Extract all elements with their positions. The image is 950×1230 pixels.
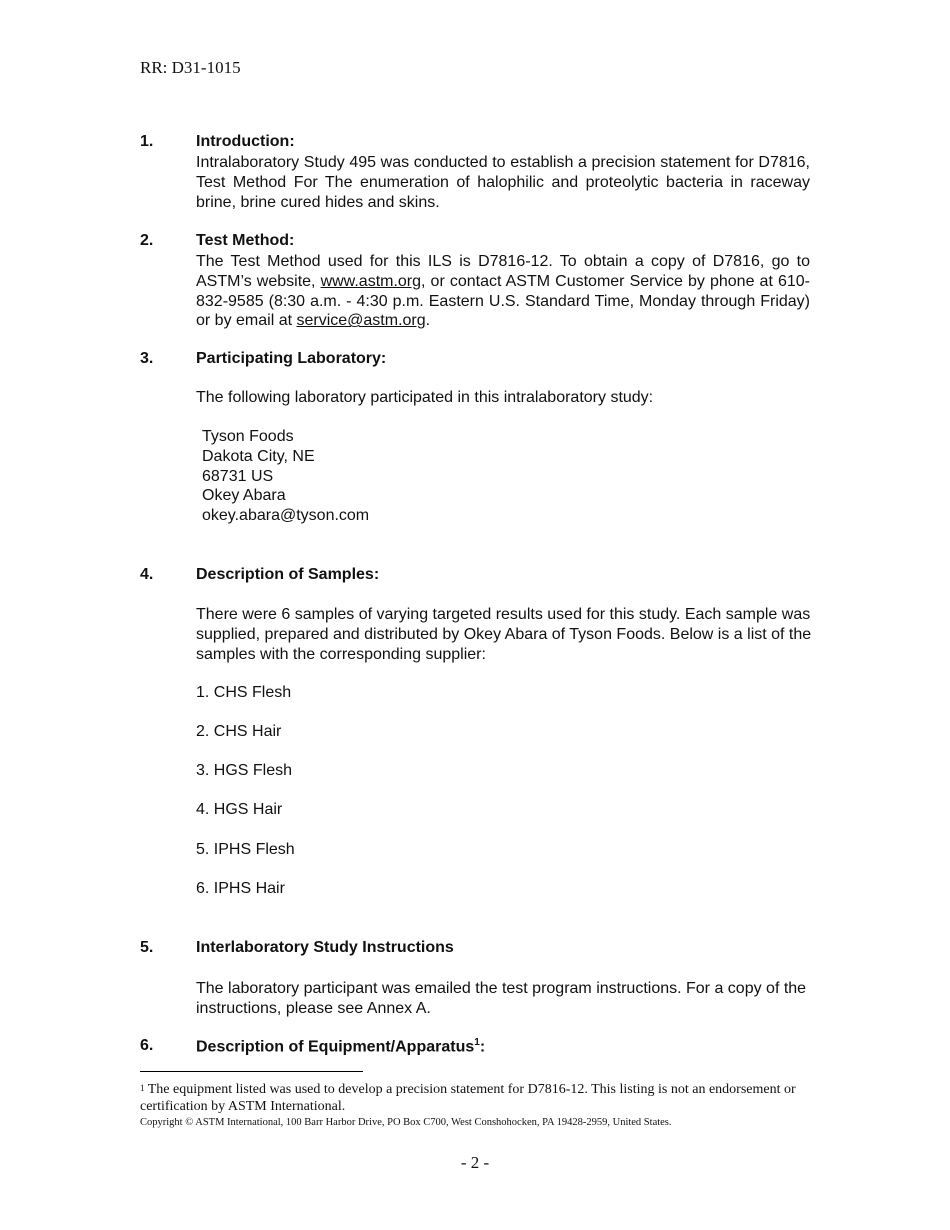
section-5-title: Interlaboratory Study Instructions	[196, 939, 454, 956]
astm-email-link[interactable]: service@astm.org	[296, 312, 426, 330]
section-2-text-b: , or contact ASTM Customer Service by phone at 610-832-9585 (8:30 a.m. - 4:30 p.m. Eastern U.S. Standard Time, Monday through Friday) or by email at	[196, 272, 810, 330]
section-5-text: The laboratory participant was emailed the test program instructions. For a copy of the instructions, please see Annex A.	[196, 980, 807, 1017]
section-6-title	[196, 1037, 485, 1056]
section-3-intro: The following laboratory participated in this intralaboratory study:	[196, 389, 654, 406]
section-6-title-text: Description of Equipment/Apparatus	[196, 1038, 475, 1056]
section-3-title: Participating Laboratory:	[196, 350, 387, 367]
section-2-number: 2.	[140, 232, 154, 249]
section-2-text-c: .	[425, 312, 431, 330]
section-6-title-colon: :	[479, 1038, 486, 1056]
document-header: RR: D31-1015	[140, 58, 241, 77]
section-1-number: 1.	[140, 133, 154, 150]
section-4-text: There were 6 samples of varying targeted results used for this study. Each sample was supplied, prepared and distributed by Okey Abara of Tyson Foods. Below is a list of the samples with the corresponding supplier:	[196, 606, 812, 663]
footnote	[140, 1081, 820, 1115]
sample-item: 2. CHS Hair	[196, 723, 282, 740]
footnote-mark: 1	[140, 1083, 145, 1093]
section-4-title: Description of Samples:	[196, 566, 380, 583]
page-number: - 2 -	[460, 1153, 490, 1172]
section-2-text-a: The Test Method used for this ILS is D7816-12. To obtain a copy of D7816, go to ASTM’s website,	[196, 253, 810, 290]
lab-zip: 68731 US	[202, 468, 274, 485]
section-3-number: 3.	[140, 350, 154, 367]
astm-website-link[interactable]: www.astm.org	[320, 272, 422, 290]
section-1-text: Intralaboratory Study 495 was conducted to establish a precision statement for D7816, Test Method For The enumeration of halophilic and proteolytic bacteria in raceway brine, brine cured hides and skins.	[196, 154, 810, 211]
lab-email: okey.abara@tyson.com	[202, 507, 370, 524]
lab-name: Tyson Foods	[202, 428, 294, 445]
section-1-title: Introduction:	[196, 133, 295, 150]
lab-contact: Okey Abara	[202, 487, 286, 504]
copyright-notice: Copyright © ASTM International, 100 Barr Harbor Drive, PO Box C700, West Conshohocken, PA 19428-2959, United States.	[140, 1117, 672, 1128]
section-2-text	[196, 252, 810, 331]
footnote-reference[interactable]: 1	[474, 1037, 480, 1048]
sample-item: 3. HGS Flesh	[196, 762, 293, 779]
lab-city: Dakota City, NE	[202, 448, 315, 465]
footnote-separator	[140, 1071, 363, 1072]
sample-item: 4. HGS Hair	[196, 801, 283, 818]
sample-item: 5. IPHS Flesh	[196, 841, 295, 858]
section-2-title: Test Method:	[196, 232, 295, 249]
section-5-number: 5.	[140, 939, 154, 956]
section-4-number: 4.	[140, 566, 154, 583]
footnote-text: The equipment listed was used to develop a precision statement for D7816-12. This listing is not an endorsement or certification by ASTM International.	[140, 1082, 796, 1114]
sample-item: 6. IPHS Hair	[196, 880, 285, 897]
sample-item: 1. CHS Flesh	[196, 684, 292, 701]
section-6-number: 6.	[140, 1037, 154, 1054]
